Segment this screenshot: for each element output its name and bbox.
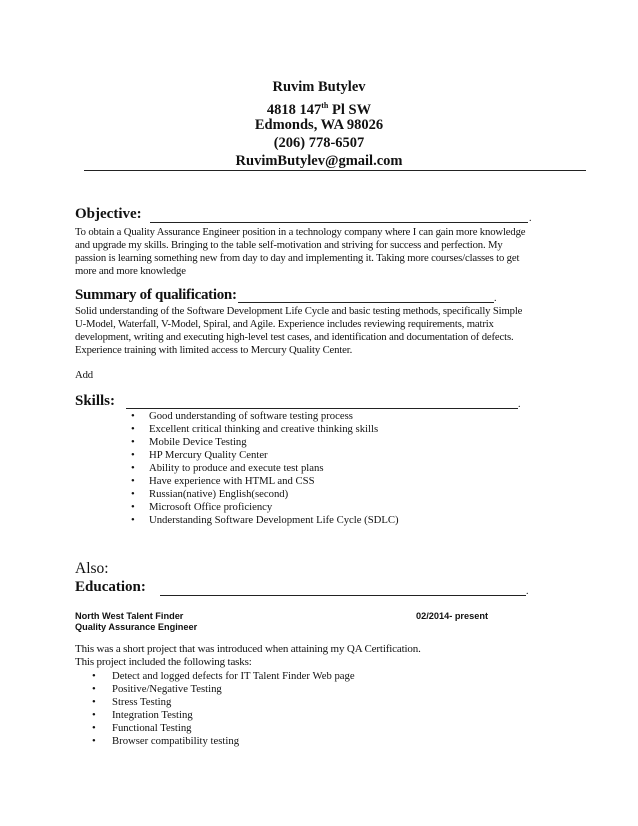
objective-title: Objective: bbox=[75, 206, 142, 222]
phone: (206) 778-6507 bbox=[273, 135, 365, 151]
summary-line: Solid understanding of the Software Development Life Cycle and basic testing methods, specifically Simple bbox=[75, 305, 523, 317]
summary-line: development, writing and executing high-level test cases, and identification and documentation of defects. bbox=[75, 331, 514, 343]
skills-title: Skills: bbox=[75, 393, 116, 409]
address-type: Pl SW bbox=[328, 101, 372, 118]
summary-line: Experience training with limited access to Mercury Quality Center. bbox=[75, 344, 353, 356]
project-desc-line: This was a short project that was introduced when attaining my QA Certification. bbox=[75, 643, 421, 655]
objective-dot: . bbox=[529, 213, 532, 224]
job-role: Quality Assurance Engineer bbox=[75, 622, 198, 632]
summary-title: Summary of qualification: bbox=[75, 287, 237, 303]
email: RuvimButylev@gmail.com bbox=[235, 153, 403, 169]
objective-line: and upgrade my skills. Bringing to the table self-motivation and striving for success and perfection. My bbox=[75, 239, 503, 251]
project-desc-line: This project included the following tasks: bbox=[75, 656, 252, 668]
objective-line: more and more knowledge bbox=[75, 265, 186, 277]
also-label: Also: bbox=[75, 560, 109, 577]
summary-underline bbox=[238, 302, 494, 303]
education-title: Education: bbox=[75, 579, 146, 595]
objective-underline bbox=[150, 222, 528, 223]
address-suffix: th bbox=[321, 101, 329, 110]
skills-underline bbox=[126, 408, 518, 409]
summary-dot: . bbox=[494, 293, 497, 304]
add-note: Add bbox=[75, 369, 93, 381]
resume-name: Ruvim Butylev bbox=[272, 79, 366, 95]
header-divider bbox=[84, 170, 586, 171]
project-description bbox=[75, 643, 421, 669]
objective-line: To obtain a Quality Assurance Engineer position in a technology company where I can gain more knowledge bbox=[75, 226, 526, 238]
summary-text bbox=[75, 305, 575, 357]
summary-line: U-Model, Waterfall, V-Model, Spiral, and Agile. Experience includes reviewing requirements, matrix bbox=[75, 318, 494, 330]
company-name: North West Talent Finder bbox=[75, 611, 184, 621]
objective-text bbox=[75, 226, 575, 278]
education-dot: . bbox=[526, 586, 529, 597]
address-street: 4818 147 bbox=[266, 101, 322, 118]
education-underline bbox=[160, 595, 526, 596]
city-line: Edmonds, WA 98026 bbox=[254, 117, 384, 133]
employment-dates: 02/2014- present bbox=[416, 611, 489, 621]
objective-line: passion is learning something new from day to day and implementing it. Taking more courses/classes to get bbox=[75, 252, 520, 264]
skills-dot: . bbox=[518, 399, 521, 410]
